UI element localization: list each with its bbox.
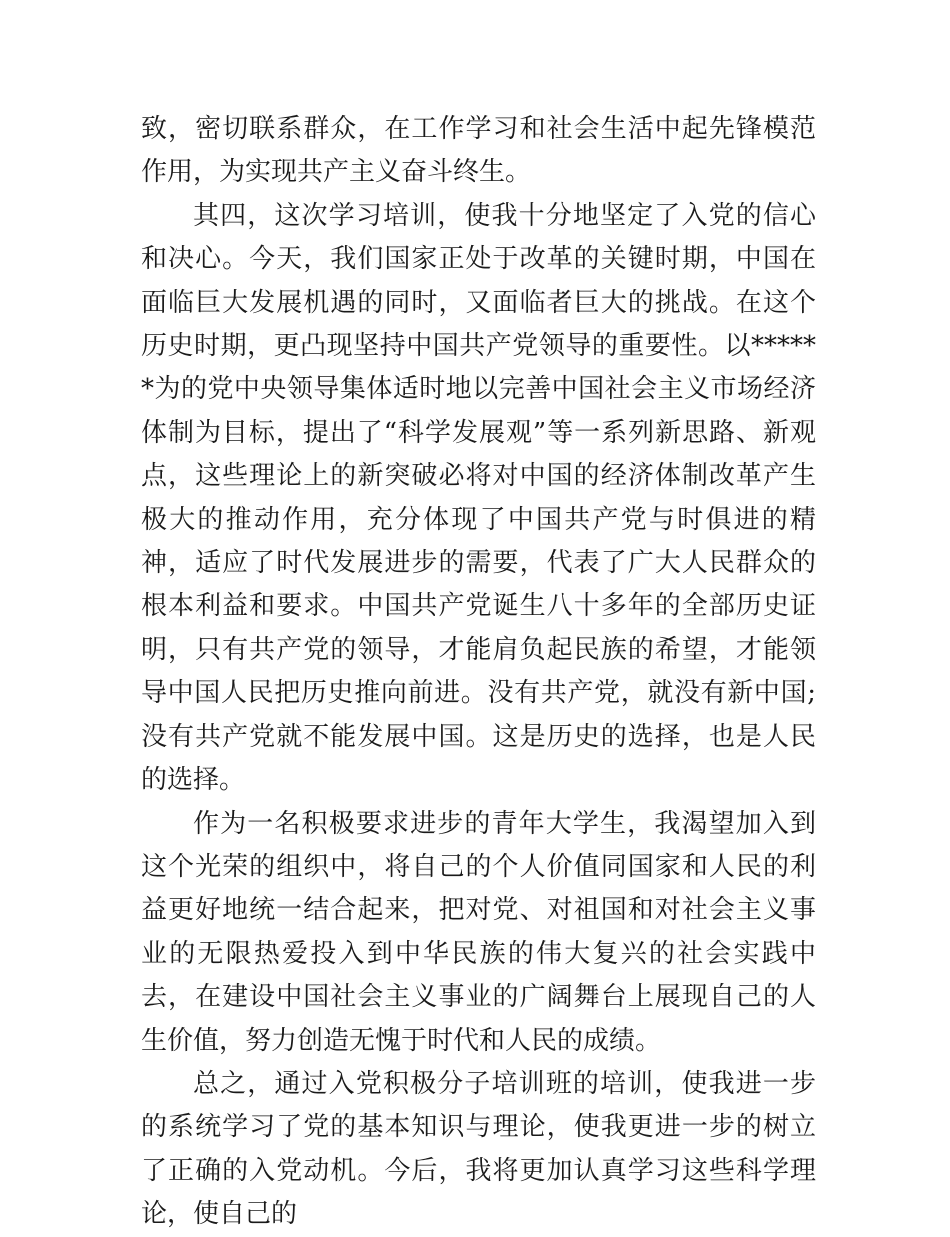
paragraph-fourth-point: 其四，这次学习培训，使我十分地坚定了入党的信心和决心。今天，我们国家正处于改革的关键时期，中国在面临巨大发展机遇的同时，又面临者巨大的挑战。在这个历史时期，更凸现坚持中国共产党领导的重要性。以******为的党中央领导集体适时地以完善中国社会主义市场经济体制为目标，提出了“科学发展观”等一系列新思路、新观点，这些理论上的新突破必将对中国的经济体制改革产生极大的推动作用，充分体现了中国共产党与时俱进的精神，适应了时代发展进步的需要，代表了广大人民群众的根本利益和要求。中国共产党诞生八十多年的全部历史证明，只有共产党的领导，才能肩负起民族的希望，才能领导中国人民把历史推向前进。没有共产党，就没有新中国;没有共产党就不能发展中国。这是历史的选择，也是人民的选择。 <box>141 200 816 796</box>
paragraph-conclusion: 总之，通过入党积极分子培训班的培训，使我进一步的系统学习了党的基本知识与理论，使我更进一步的树立了正确的入党动机。今后，我将更加认真学习这些科学理论，使自己的 <box>141 1068 816 1230</box>
paragraph-continuation: 致，密切联系群众，在工作学习和社会生活中起先锋模范作用，为实现共产主义奋斗终生。 <box>141 114 816 188</box>
paragraph-aspiration: 作为一名积极要求进步的青年大学生，我渴望加入到这个光荣的组织中，将自己的个人价值同国家和人民的利益更好地统一结合起来，把对党、对祖国和对社会主义事业的无限热爱投入到中华民族的伟大复兴的社会实践中去，在建设中国社会主义事业的广阔舞台上展现自己的人生价值，努力创造无愧于时代和人民的成绩。 <box>141 808 816 1056</box>
document-body <box>141 108 816 1237</box>
